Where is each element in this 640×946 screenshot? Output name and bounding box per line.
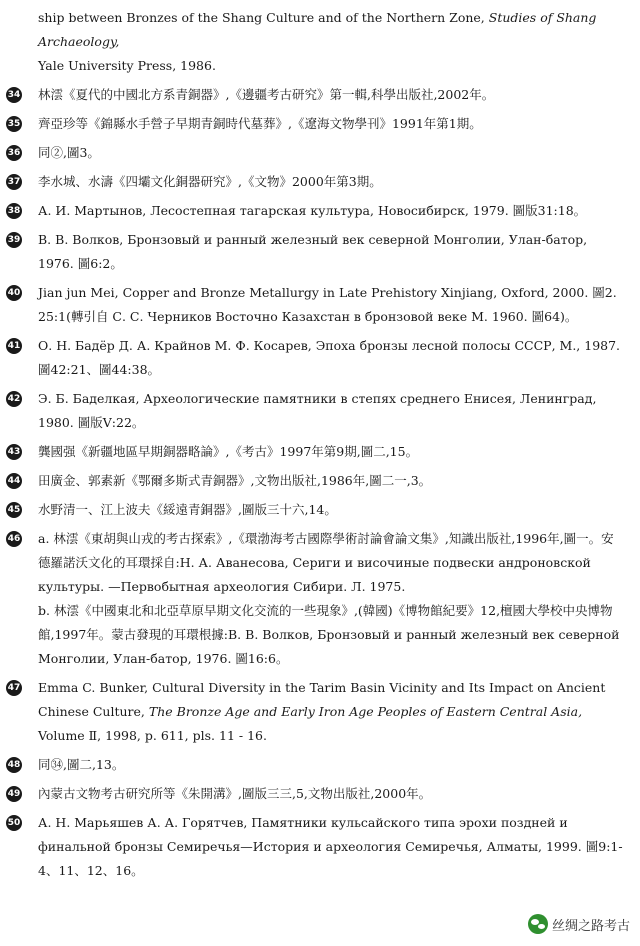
footnote-part-a: a. 林澐《東胡與山戎的考古探索》,《環渤海考古國際學術討論會論文集》,知識出版社,1996年,圖一。安德羅諾沃文化的耳環採自:Н. А. Аванесова, Сериги и височиные подвески андроновской культуры. —Первобытная археология Сибири. Л. 1975. [38, 531, 614, 594]
footnote-text: О. Н. Бадёр Д. А. Крайнов М. Ф. Косарев, Эпоха бронзы лесной полосы СССР, М., 1987. 圖42:21、圖44:38。 [38, 338, 621, 377]
footnote-42 [0, 387, 640, 435]
footnote-text: 水野清一、江上波夫《綏遠青銅器》,圖版三十六,14。 [38, 502, 337, 517]
footnote-number: 34 [6, 87, 22, 103]
footnote-38 [0, 199, 640, 223]
footnote-number: 49 [6, 786, 22, 802]
watermark [524, 912, 634, 936]
footnote-37 [0, 170, 640, 194]
footnote-tail: Volume Ⅱ, 1998, p. 611, pls. 11 - 16. [38, 728, 267, 743]
footnote-35 [0, 112, 640, 136]
footnote-text: 林澐《夏代的中國北方系青銅器》,《邊疆考古研究》第一輯,科學出版社,2002年。 [38, 87, 495, 102]
footnote-number: 39 [6, 232, 22, 248]
footnote-number: 43 [6, 444, 22, 460]
footnote-39 [0, 228, 640, 276]
wechat-logo-icon [528, 914, 548, 934]
footnote-text: 同㉞,圖二,13。 [38, 757, 125, 772]
footnote-number: 47 [6, 680, 22, 696]
footnote-34 [0, 83, 640, 107]
footnote-text: 李水城、水濤《四壩文化銅器研究》,《文物》2000年第3期。 [38, 174, 382, 189]
footnote-44 [0, 469, 640, 493]
footnote-text: 內蒙古文物考古研究所等《朱開溝》,圖版三三,5,文物出版社,2000年。 [38, 786, 432, 801]
footnote-45 [0, 498, 640, 522]
footnote-46 [0, 527, 640, 671]
footnote-number: 44 [6, 473, 22, 489]
footnote-text: А. Н. Марьяшев А. А. Горятчев, Памятники кульсайского типа эрохи поздней и финальной бронзы Семиречья—История и археология Семиречья, Алматы, 1999. 圖9:1-4、11、12、16。 [38, 815, 623, 878]
footnote-text: 同②,圖3。 [38, 145, 100, 160]
footnote-text: Э. Б. Баделкая, Археологические памятники в степях среднего Енисея, Ленинград, 1980. 圖版Ⅴ:22。 [38, 391, 597, 430]
footnote-number: 48 [6, 757, 22, 773]
footnote-number: 40 [6, 285, 22, 301]
footnote-number: 46 [6, 531, 22, 547]
footnote-text: В. В. Волков, Бронзовый и ранный железный век северной Монголии, Улан-батор, 1976. 圖6:2。 [38, 232, 588, 271]
intro-journal: Studies of Shang Archaeology, [38, 10, 597, 49]
footnote-text: 龔國强《新疆地區早期銅器略論》,《考古》1997年第9期,圖二,15。 [38, 444, 419, 459]
footnote-number: 36 [6, 145, 22, 161]
footnote-number: 38 [6, 203, 22, 219]
footnote-number: 45 [6, 502, 22, 518]
footnote-number: 50 [6, 815, 22, 831]
footnote-41 [0, 334, 640, 382]
footnote-50 [0, 811, 640, 883]
footnote-text: 田廣金、郭素新《鄂爾多斯式青銅器》,文物出版社,1986年,圖二一,3。 [38, 473, 432, 488]
watermark-text: 丝绸之路考古 [551, 918, 630, 934]
footnote-43 [0, 440, 640, 464]
footnote-number: 37 [6, 174, 22, 190]
footnote-part-b: b. 林澐《中國東北和北亞草原早期文化交流的一些現象》,(韓國)《博物館紀要》12,檀國大學校中央博物館,1997年。蒙古發現的耳環根據:В. В. Волков, Бронзовый и ранный железный век северной Монголии, Улан-батор, 1976. 圖16:6。 [38, 603, 620, 666]
footnote-number: 35 [6, 116, 22, 132]
intro-line-2: Yale University Press, 1986. [38, 58, 216, 73]
footnote-number: 42 [6, 391, 22, 407]
footnote-text: А. И. Мартынов, Лесостепная тагарская культура, Новосибирск, 1979. 圖版31:18。 [38, 203, 587, 218]
footnote-40 [0, 281, 640, 329]
intro-line-1: ship between Bronzes of the Shang Culture and of the Northern Zone, [38, 10, 485, 25]
footnote-number: 41 [6, 338, 22, 354]
footnote-text: Jian jun Mei, Copper and Bronze Metallurgy in Late Prehistory Xinjiang, Oxford, 2000. 圖2. 25:1(轉引自 С. С. Черников Восточно Казахстан в бронзовой веке М. 1960. 圖64)。 [38, 285, 617, 324]
footnote-48 [0, 753, 640, 777]
footnote-text: 齊亞珍等《錦縣水手營子早期青銅時代墓葬》,《遼海文物學刊》1991年第1期。 [38, 116, 482, 131]
footnote-47 [0, 676, 640, 748]
note-continuation [0, 0, 640, 78]
footnote-book-title: The Bronze Age and Early Iron Age Peoples of Eastern Central Asia, [148, 704, 583, 719]
footnote-49 [0, 782, 640, 806]
footnote-36 [0, 141, 640, 165]
footnote-text: Emma C. Bunker, Cultural Diversity in the Tarim Basin Vicinity and Its Impact on Ancient Chinese Culture, [38, 680, 606, 719]
